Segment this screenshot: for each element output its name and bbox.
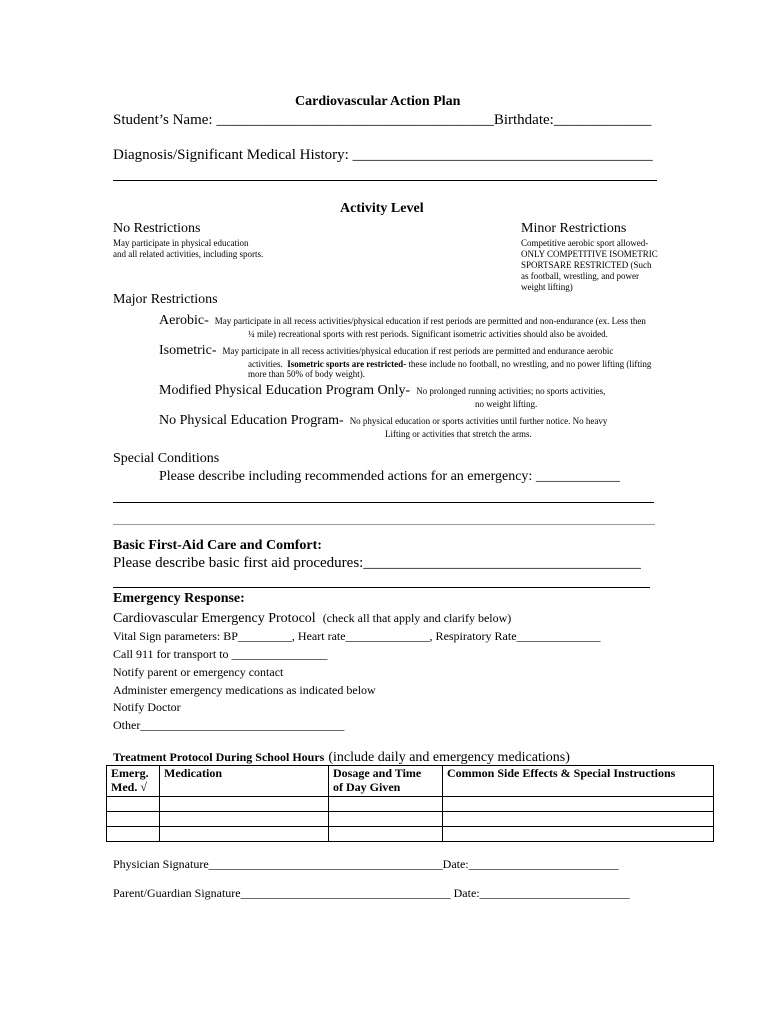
first-aid-field-line-2[interactable] [113, 587, 650, 588]
notify-parent-line: Notify parent or emergency contact [113, 665, 284, 679]
parent-signature-line[interactable]: Parent/Guardian Signature___________________________________ Date:_________________________ [113, 886, 630, 900]
table-cell[interactable] [443, 812, 714, 827]
column-header-side-effects: Common Side Effects & Special Instructions [443, 766, 714, 797]
table-cell[interactable] [443, 797, 714, 812]
minor-restrictions-desc [521, 238, 658, 293]
birthdate-label: Birthdate: [493, 112, 554, 128]
isometric-desc: May participate in all recess activities/physical education if rest periods are permitted and endurance aerobic [222, 346, 614, 356]
table-cell[interactable] [160, 797, 329, 812]
minor-restrictions-desc-line: ONLY COMPETITIVE ISOMETRIC [521, 249, 658, 259]
table-row [107, 812, 714, 827]
column-header-text: Dosage and Time [333, 766, 422, 780]
isometric-desc-part: these include no football, no wrestling, and no power lifting (lifting [408, 359, 652, 369]
special-conditions-prompt-row [159, 469, 620, 485]
diagnosis-field[interactable]: ________________________________________ [352, 147, 653, 163]
isometric-desc-bold: Isometric sports are restricted- [287, 359, 407, 369]
aerobic-row [159, 311, 646, 329]
first-aid-prompt-row [113, 555, 641, 572]
no-restrictions-desc-line: May participate in physical education [113, 238, 249, 248]
column-header-text: Med. √ [111, 780, 147, 794]
notify-doctor-line: Notify Doctor [113, 700, 181, 714]
minor-restrictions-desc-line: as football, wrestling, and power [521, 271, 639, 281]
table-cell[interactable] [107, 827, 160, 842]
minor-restrictions-desc-line: SPORTSARE RESTRICTED (Such [521, 260, 652, 270]
table-cell[interactable] [160, 827, 329, 842]
treatment-protocol-heading: Treatment Protocol During School Hours [113, 750, 325, 764]
column-header-medication: Medication [160, 766, 329, 797]
table-cell[interactable] [329, 797, 443, 812]
emergency-protocol-note: (check all that apply and clarify below) [322, 611, 512, 625]
student-line [113, 112, 651, 129]
table-cell[interactable] [107, 797, 160, 812]
first-aid-field[interactable]: _____________________________________ [363, 555, 641, 571]
no-pe-row [159, 411, 607, 429]
no-restrictions-desc [113, 238, 263, 260]
emergency-protocol-row [113, 609, 511, 627]
diagnosis-field-line-2[interactable] [113, 180, 657, 181]
special-conditions-field[interactable]: ____________ [535, 469, 620, 484]
birthdate-field[interactable]: _____________ [553, 112, 652, 128]
aerobic-desc-line-2: ¼ mile) recreational sports with rest periods. Significant isometric activities should also be avoided. [248, 329, 608, 339]
no-restrictions-desc-line: and all related activities, including sports. [113, 249, 264, 259]
table-header-row [107, 766, 714, 797]
table-row [107, 827, 714, 842]
activity-level-heading: Activity Level [340, 201, 424, 216]
treatment-table [106, 765, 714, 842]
modified-pe-desc-line-2: no weight lifting. [475, 399, 538, 409]
no-pe-desc-line-2: Lifting or activities that stretch the arms. [385, 429, 532, 439]
special-conditions-label: Special Conditions [113, 451, 220, 466]
student-name-field[interactable]: _____________________________________ [216, 112, 494, 128]
student-name-label: Student’s Name: [113, 112, 217, 128]
aerobic-desc: May participate in all recess activities/physical education if rest periods are permitted and non-endurance (ex. Less then [214, 316, 646, 326]
page-title: Cardiovascular Action Plan [295, 94, 461, 109]
section-divider [113, 524, 655, 525]
table-cell[interactable] [160, 812, 329, 827]
first-aid-prompt: Please describe basic first aid procedures: [113, 555, 364, 571]
table-cell[interactable] [329, 812, 443, 827]
no-restrictions-label: No Restrictions [113, 221, 201, 236]
table-cell[interactable] [329, 827, 443, 842]
treatment-protocol-note: (include daily and emergency medications) [328, 750, 570, 765]
emergency-response-heading: Emergency Response: [113, 591, 245, 606]
table-cell[interactable] [443, 827, 714, 842]
isometric-desc-line-3: more than 50% of body weight). [248, 369, 365, 379]
special-conditions-prompt: Please describe including recommended actions for an emergency: [159, 469, 536, 484]
minor-restrictions-desc-line: Competitive aerobic sport allowed- [521, 238, 649, 248]
first-aid-heading: Basic First-Aid Care and Comfort: [113, 538, 322, 553]
isometric-label: Isometric- [159, 343, 217, 358]
other-line[interactable]: Other__________________________________ [113, 718, 345, 732]
column-header-dosage [329, 766, 443, 797]
table-row [107, 797, 714, 812]
isometric-desc-part: activities. [248, 359, 283, 369]
minor-restrictions-label: Minor Restrictions [521, 221, 627, 236]
special-conditions-field-line-2[interactable] [113, 502, 654, 503]
treatment-protocol-heading-row [113, 748, 570, 766]
diagnosis-line [113, 147, 653, 164]
modified-pe-label: Modified Physical Education Program Only- [159, 383, 411, 398]
modified-pe-row [159, 381, 605, 399]
isometric-row [159, 341, 613, 359]
table-cell[interactable] [107, 812, 160, 827]
minor-restrictions-desc-line: weight lifting) [521, 282, 573, 292]
call-911-line[interactable]: Call 911 for transport to ________________ [113, 647, 328, 661]
no-pe-label: No Physical Education Program- [159, 413, 344, 428]
column-header-emerg-med [107, 766, 160, 797]
physician-signature-line[interactable]: Physician Signature_______________________________________Date:_________________________ [113, 857, 619, 871]
diagnosis-label: Diagnosis/Significant Medical History: [113, 147, 353, 163]
modified-pe-desc: No prolonged running activities; no sports activities, [416, 386, 606, 396]
administer-meds-line: Administer emergency medications as indicated below [113, 683, 376, 697]
column-header-text: of Day Given [333, 780, 401, 794]
no-pe-desc: No physical education or sports activities until further notice. No heavy [349, 416, 608, 426]
aerobic-label: Aerobic- [159, 313, 209, 328]
emergency-protocol-label: Cardiovascular Emergency Protocol [113, 611, 316, 626]
vital-signs-line[interactable]: Vital Sign parameters: BP_________, Heart rate______________, Respiratory Rate______________ [113, 629, 601, 643]
major-restrictions-label: Major Restrictions [113, 292, 218, 307]
column-header-text: Emerg. [111, 766, 149, 780]
